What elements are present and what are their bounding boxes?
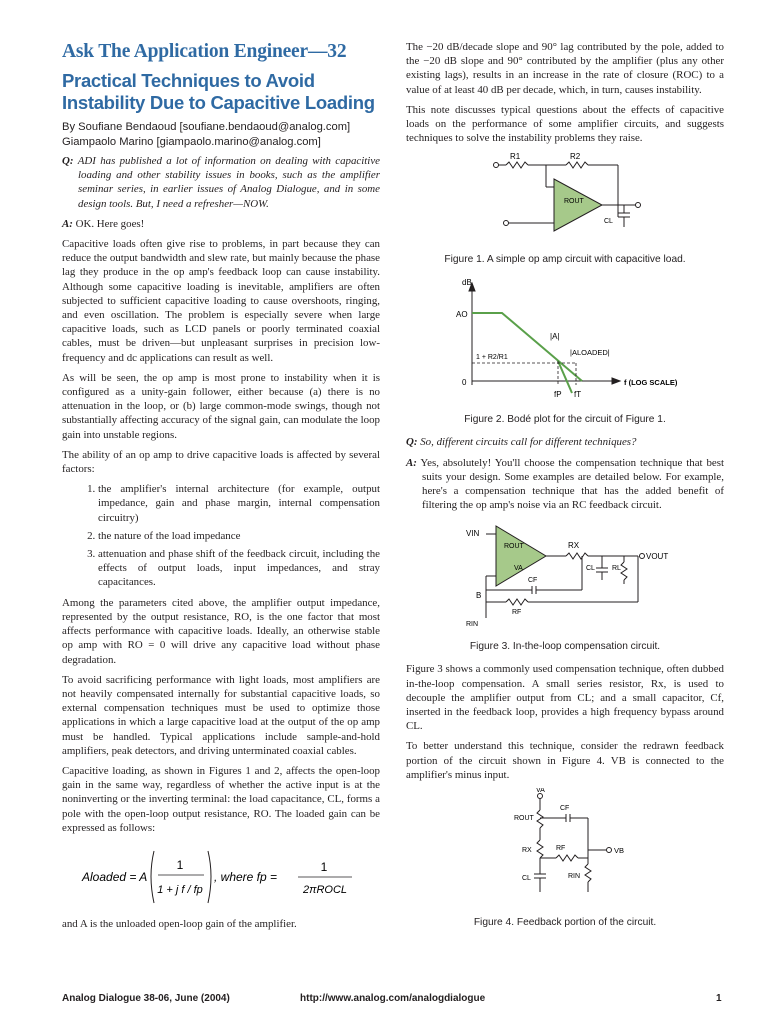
answer-text: Yes, absolutely! You'll choose the compensation technique that best suits your design. Some examples are detailed below. For example, here's a compensation technique that has the added benefit of filtering the op amp's noise via an RC feedback circuit. bbox=[420, 456, 724, 512]
right-column bbox=[406, 40, 724, 938]
authors bbox=[62, 120, 380, 150]
formula-graphic bbox=[62, 841, 380, 911]
fig1-rout-label: ROUT bbox=[564, 198, 584, 206]
fig3-rin-label: RIN bbox=[466, 621, 479, 629]
loaded-gain-formula bbox=[62, 841, 380, 911]
fig3-rx-label: RX bbox=[568, 541, 580, 551]
fig2-db-label: dB bbox=[462, 278, 472, 288]
fig3-rl-label: RL bbox=[612, 565, 621, 573]
q-tag: Q: bbox=[62, 155, 74, 167]
paragraph: Among the parameters cited above, the amplifier output impedance, represented by the output resistance, RO, is the one factor that most affects performance with capacitive loads. Ideally, an otherwise stable op amp with RO = 0 will drive any capacitive load without phase degradation. bbox=[62, 596, 380, 666]
paragraph: Capacitive loads often give rise to problems, in part because they can reduce the output bandwidth and slew rate, but mainly because the phase lag they produce in the op amp's feedback loop can cause instability. Although some capacitive loading is inevitable, amplifiers are often subjected to sufficient capacitive loading to cause overshoots, ringing, and even oscillation. The problem is especially severe when large capacitive loads, such as LCD panels or poorly terminated coaxial cables, must be driven—but unpleasant surprises in precision low-frequency and dc applications can result as well. bbox=[62, 238, 380, 364]
fp-den: 2πROCL bbox=[302, 883, 348, 896]
footer-url[interactable]: http://www.analog.com/analogdialogue bbox=[300, 993, 486, 1004]
fig3-va-label: VA bbox=[514, 565, 523, 573]
fig4-rout-label: ROUT bbox=[514, 815, 534, 823]
figure-4-schematic bbox=[406, 788, 724, 906]
question-1 bbox=[62, 154, 380, 211]
series-title: Ask The Application Engineer—32 bbox=[62, 41, 347, 62]
fig3-rout-label: ROUT bbox=[504, 543, 524, 551]
figure-2-bode-plot bbox=[406, 275, 724, 403]
figure-2-caption: Figure 2. Bodé plot for the circuit of Figure 1. bbox=[464, 414, 666, 426]
formula-num: 1 bbox=[176, 857, 184, 872]
answer-text: OK. Here goes! bbox=[75, 217, 145, 230]
fig4-vb-label: VB bbox=[614, 846, 625, 856]
fig2-a-label: |A| bbox=[550, 332, 560, 342]
paragraph: This note discusses typical questions about the effects of capacitive loads on the performance of some amplifier circuits, and suggests techniques to solve the instability problems they raise. bbox=[406, 103, 724, 145]
formula-lhs: Aloaded = A bbox=[82, 869, 148, 884]
fig3-rf-label: RF bbox=[512, 609, 522, 617]
fig4-rx-label: RX bbox=[522, 847, 532, 855]
figure-4-caption: Figure 4. Feedback portion of the circuit. bbox=[473, 917, 657, 929]
left-column bbox=[62, 40, 380, 937]
paragraph: Figure 3 shows a commonly used compensation technique, often dubbed in-the-loop compensation. A small series resistor, Rx, is used to decouple the amplifier output from CL; and a small capacitor, Cf, inserted in the feedback loop, provides a high frequency bypass around CL. bbox=[406, 663, 724, 733]
list-item: 2. the nature of the load impedance bbox=[98, 529, 380, 543]
fig1-r2-label: R2 bbox=[570, 152, 581, 162]
q-tag: Q: bbox=[406, 436, 418, 449]
paragraph: The −20 dB/decade slope and 90° lag contributed by the pole, added to the −20 dB slope and 90° contributed by the amplifier (plus any other existing lags), results in an increase in the rate of closure (ROC) to a value of at least 40 dB per decade, which, in turn, causes instability. bbox=[406, 41, 724, 96]
author-1: By Soufiane Bendaoud [soufiane.bendaoud@analog.com] bbox=[62, 121, 351, 133]
fig1-cl-label: CL bbox=[604, 218, 613, 226]
factors-list bbox=[62, 482, 380, 589]
question-text: ADI has published a lot of information on dealing with capacitive loading and other stability issues in books, such as the amplifier seminar series, in earlier issues of Analog Dialogue, and in some design tools. But, I need a refresher—NOW. bbox=[77, 155, 380, 210]
paragraph: and A is the unloaded open-loop gain of the amplifier. bbox=[62, 917, 297, 930]
fig2-fp-label: fP bbox=[554, 390, 562, 400]
figure-3-caption: Figure 3. In-the-loop compensation circuit. bbox=[469, 641, 661, 653]
fig4-cf-label: CF bbox=[560, 805, 570, 813]
question-2 bbox=[406, 435, 724, 449]
paragraph: The ability of an op amp to drive capacitive loads is affected by several factors: bbox=[62, 448, 380, 476]
figure-1-schematic bbox=[406, 151, 724, 243]
fig3-vin-label: VIN bbox=[466, 529, 480, 539]
fig1-r1-label: R1 bbox=[510, 152, 521, 162]
figure-3-schematic bbox=[406, 518, 724, 630]
fig3-cf-label: CF bbox=[528, 577, 538, 585]
paragraph: As will be seen, the op amp is most prone to instability when it is configured as a unity-gain follower, either because (a) there is no attenuation in the loop, or (b) large common-mode swings, though not substantially affecting accuracy of the signal gain, can modulate the loop gain into unstable regions. bbox=[62, 371, 380, 441]
paragraph: To avoid sacrificing performance with light loads, most amplifiers are not heavily compensated internally for substantial capacitive loads, so external compensation techniques must be used to optimize those applications in which a large capacitive load at the output of the op amp must be handled. Typical applications include sample-and-hold amplifiers, peak detectors, and driving unterminated coaxial cables. bbox=[62, 673, 380, 757]
list-item: 3. attenuation and phase shift of the feedback circuit, including the effects of output loads, input impedances, and stray capacitances. bbox=[98, 547, 380, 590]
fig4-rin-label: RIN bbox=[568, 873, 581, 881]
figure-1-caption: Figure 1. A simple op amp circuit with capacitive load. bbox=[444, 254, 686, 266]
paragraph: Capacitive loading, as shown in Figures 1 and 2, affects the open-loop gain in the same way, regardless of whether the active input is at the noninverting or the inverting terminal: the load capacitance, CL, forms a pole with the open-loop output resistance, RO. The loaded gain can be expressed as follows: bbox=[62, 764, 380, 834]
fig2-aloaded-label: |ALOADED| bbox=[570, 348, 610, 358]
fig3-b-label: B bbox=[476, 591, 482, 601]
formula-where: , where fp = bbox=[214, 869, 278, 884]
bode-open-loop bbox=[472, 313, 582, 381]
fig3-cl-label: CL bbox=[586, 565, 595, 573]
formula-den: 1 + j f / fp bbox=[157, 883, 203, 896]
answer-1 bbox=[62, 217, 380, 231]
paragraph: To better understand this technique, consider the redrawn feedback portion of the circuit shown in Figure 4. VB is connected to the amplifier's minus input. bbox=[406, 740, 724, 781]
list-item: 1. the amplifier's internal architecture (for example, output impedance, gain and phase margin, internal compensation circuitry) bbox=[98, 482, 380, 525]
fig2-xaxis-label: f (LOG SCALE) bbox=[624, 378, 678, 388]
fig4-cl-label: CL bbox=[522, 875, 531, 883]
fig2-gain-label: 1 + R2/R1 bbox=[476, 354, 508, 362]
question-text: So, different circuits call for different techniques? bbox=[420, 436, 637, 449]
footer-journal: Analog Dialogue 38-06, June (2004) bbox=[62, 993, 230, 1004]
fig2-ao-label: AO bbox=[456, 310, 468, 320]
article-title: Practical Techniques to Avoid Instability Due to Capacitive Loading bbox=[62, 70, 375, 113]
author-2: Giampaolo Marino [giampaolo.marino@analog.com] bbox=[62, 136, 321, 148]
a-tag: A: bbox=[62, 217, 73, 230]
fig3-vout-label: VOUT bbox=[646, 552, 669, 562]
fp-num: 1 bbox=[320, 859, 328, 874]
answer-2 bbox=[406, 456, 724, 513]
fig4-rf-label: RF bbox=[556, 845, 566, 853]
a-tag: A: bbox=[406, 456, 417, 469]
fig4-va-label: VA bbox=[536, 788, 545, 795]
fig2-ft-label: fT bbox=[574, 390, 582, 400]
fig2-zero-label: 0 bbox=[462, 378, 467, 388]
page-number: 1 bbox=[716, 993, 722, 1004]
